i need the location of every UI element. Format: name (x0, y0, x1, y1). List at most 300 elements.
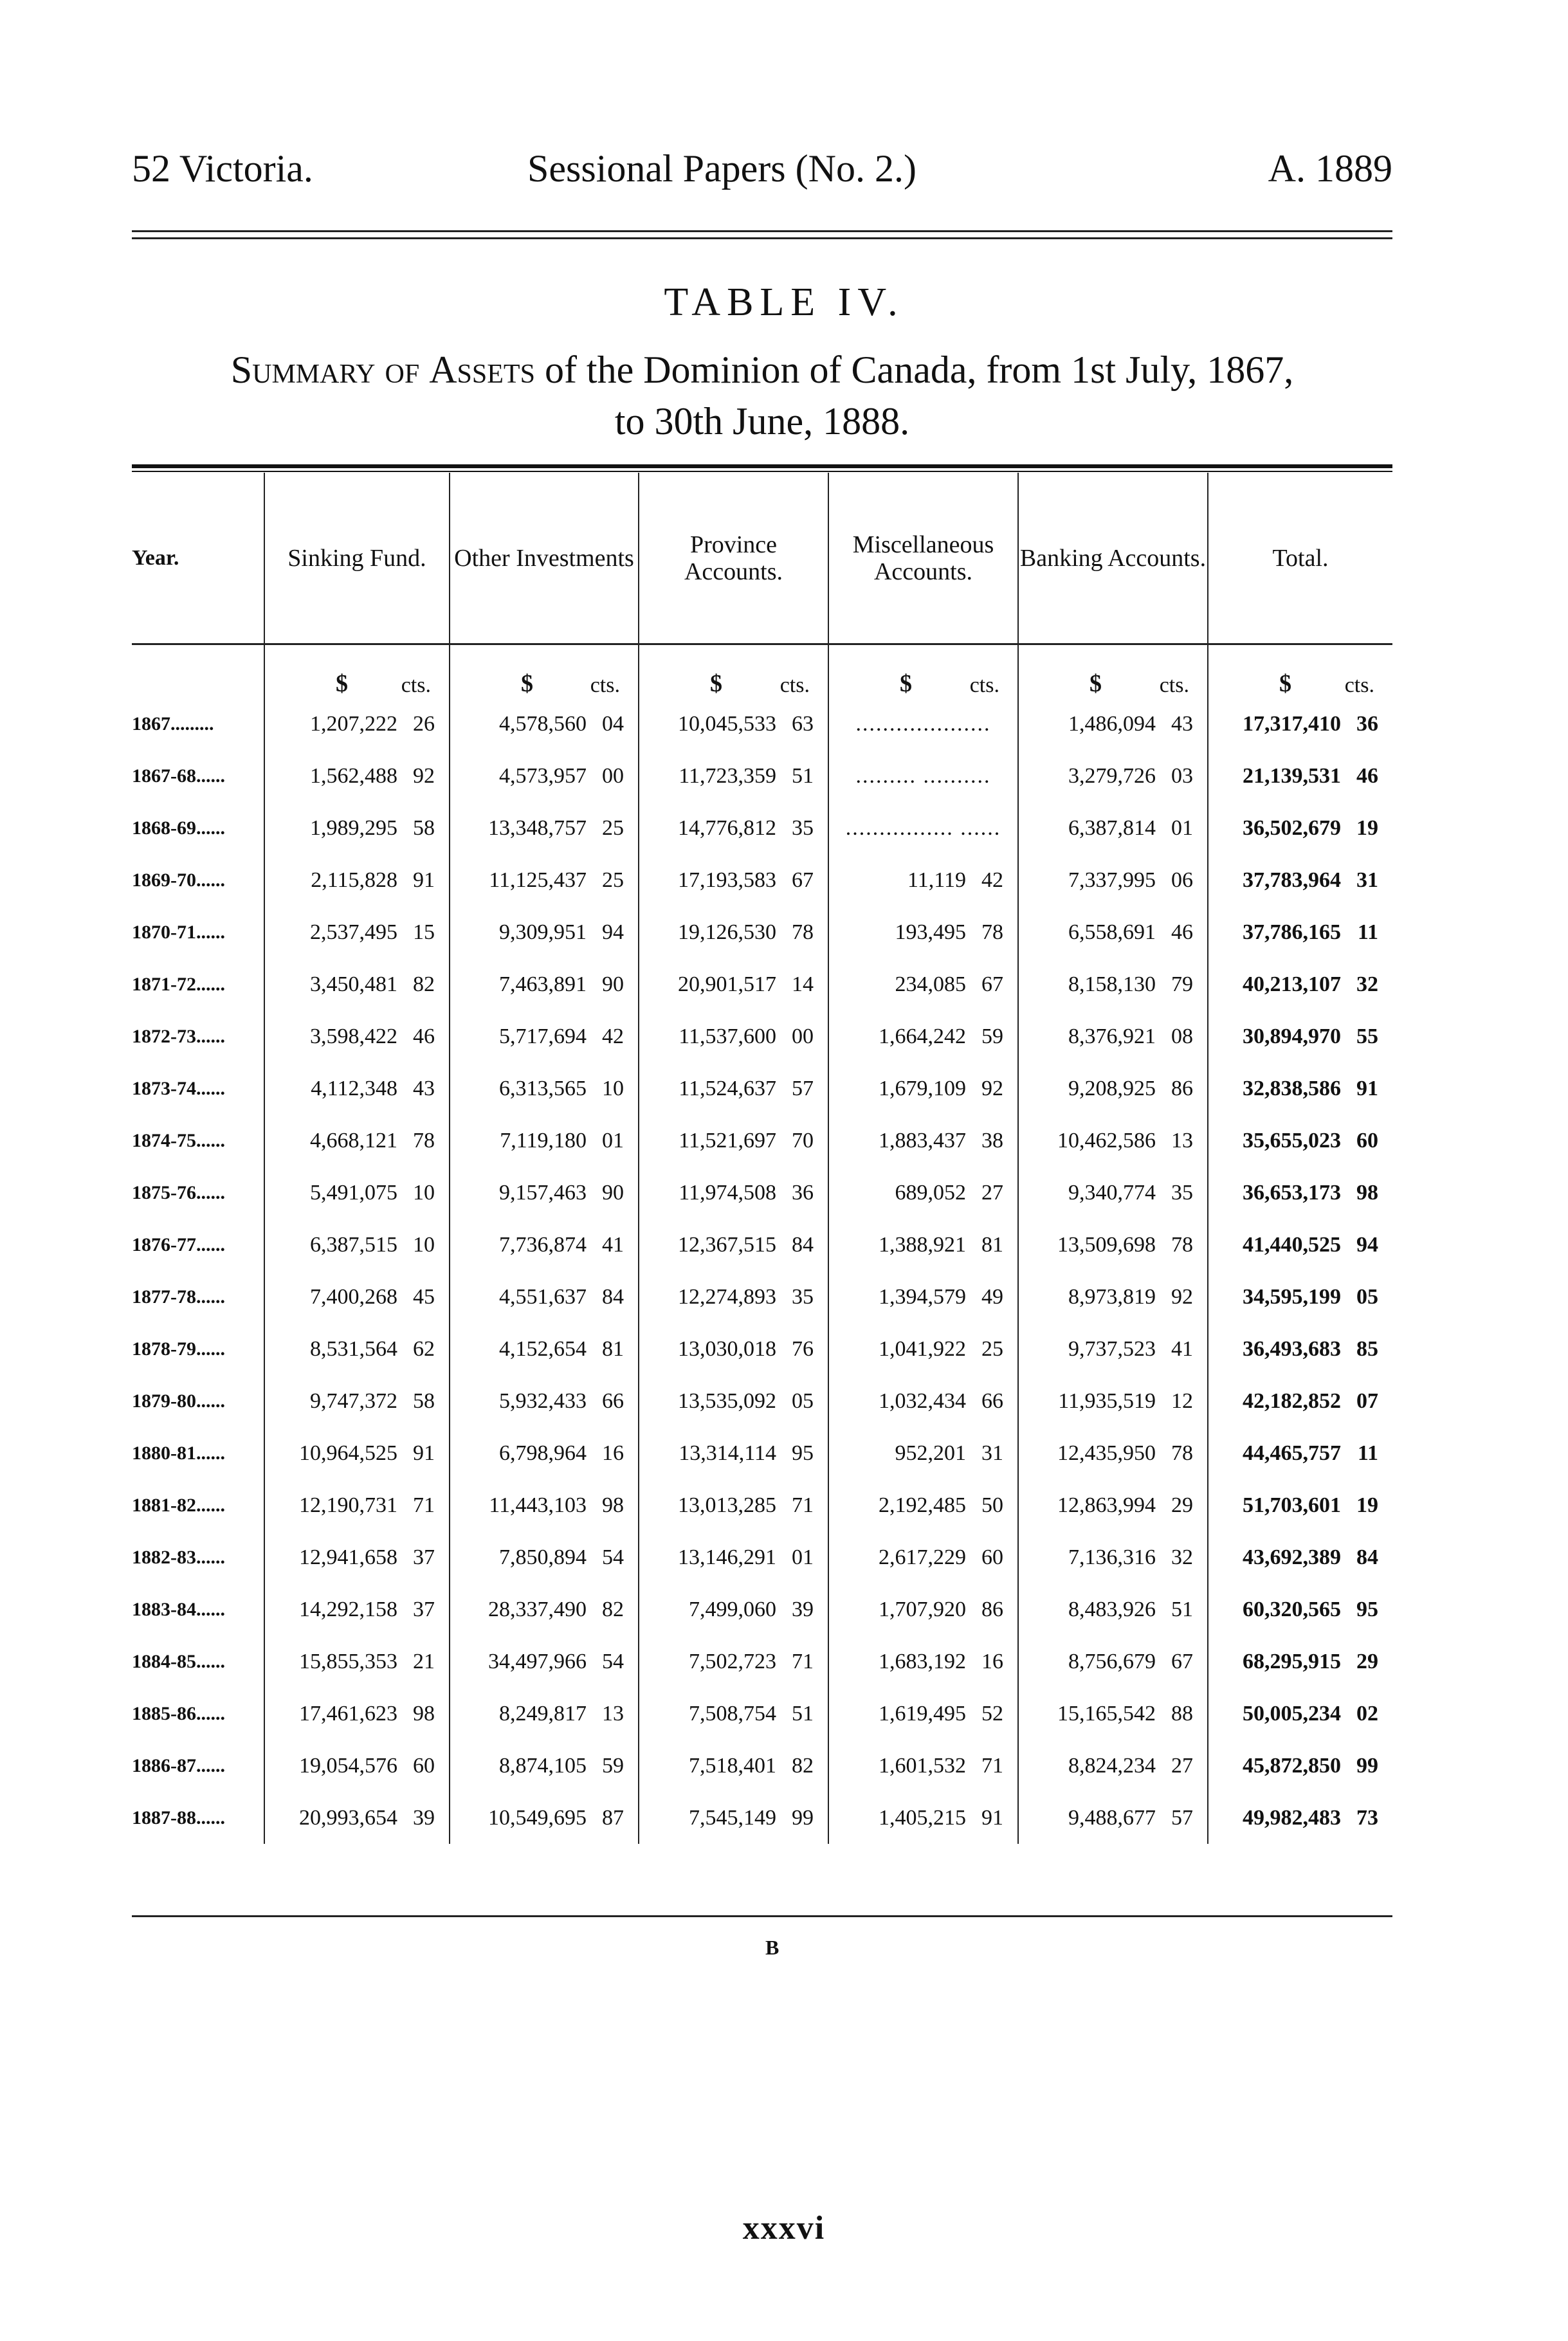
amount (829, 1806, 1017, 1830)
value-cell (264, 1167, 449, 1219)
cents-label: cts. (1159, 673, 1189, 697)
value-cell (449, 750, 638, 802)
value-cell (1207, 1219, 1392, 1271)
amount-dollars: 2,617,229 (879, 1545, 966, 1569)
amount-dollars: 4,152,654 (499, 1336, 587, 1361)
value-cell (449, 802, 638, 854)
amount-cents: 91 (413, 1441, 435, 1465)
value-cell (1207, 1115, 1392, 1167)
amount-cents: 62 (413, 1336, 435, 1361)
amount-cents: 66 (602, 1389, 624, 1413)
amount-dollars: 8,973,819 (1068, 1284, 1156, 1309)
amount (1019, 920, 1207, 945)
value-cell (638, 854, 828, 906)
value-cell (264, 1062, 449, 1115)
amount-cents: 02 (1356, 1701, 1378, 1726)
amount-dollars: 9,157,463 (499, 1180, 587, 1205)
dollar-sign: $ (336, 670, 348, 697)
amount-dollars: 8,249,817 (499, 1701, 587, 1726)
amount (1019, 1337, 1207, 1362)
value-cell (1017, 802, 1207, 854)
amount-cents: 19 (1356, 1493, 1378, 1517)
value-cell (1017, 854, 1207, 906)
amount-dollars: 8,824,234 (1068, 1753, 1156, 1778)
value-cell (638, 906, 828, 958)
amount-cents: 81 (981, 1232, 1003, 1257)
value-cell (638, 1062, 828, 1115)
amount-dollars: 17,317,410 (1243, 711, 1341, 736)
amount (829, 1129, 1017, 1153)
value-cell (1017, 1062, 1207, 1115)
cents-label: cts. (590, 673, 620, 697)
amount (450, 1493, 638, 1518)
amount-dollars: 11,974,508 (679, 1180, 776, 1205)
amount (450, 1077, 638, 1101)
year-cell: 1875-76...... (132, 1181, 225, 1203)
table-row (132, 1115, 1392, 1167)
amount-cents: 41 (1171, 1336, 1193, 1361)
value-cell (1207, 698, 1392, 750)
amount-dollars: 4,668,121 (310, 1128, 397, 1152)
amount-cents: 43 (1171, 711, 1193, 736)
table-row (132, 1427, 1392, 1479)
amount-dollars: 8,874,105 (499, 1753, 587, 1778)
amount-cents: 60 (1356, 1128, 1378, 1152)
amount-cents: 11 (1357, 1441, 1378, 1465)
amount-cents: 78 (792, 920, 814, 944)
amount-cents: 10 (413, 1180, 435, 1205)
table-row (132, 1635, 1392, 1688)
value-cell (828, 906, 1017, 958)
amount-dollars: 7,136,316 (1068, 1545, 1156, 1569)
amount (639, 1598, 828, 1622)
amount-dollars: 10,549,695 (488, 1805, 587, 1830)
running-header (132, 147, 1392, 198)
amount-cents: 94 (602, 920, 624, 944)
amount-cents: 90 (602, 972, 624, 996)
amount-cents: 19 (1356, 815, 1378, 840)
amount (265, 1077, 449, 1101)
amount-dollars: 37,783,964 (1243, 868, 1341, 892)
amount (829, 1650, 1017, 1674)
amount (450, 1337, 638, 1362)
amount (1019, 712, 1207, 736)
amount (639, 868, 828, 893)
amount-cents: 36 (1356, 711, 1378, 736)
amount-cents: 99 (1356, 1753, 1378, 1778)
col-header-sinking-fund: Sinking Fund. (264, 473, 449, 643)
amount-dollars: 1,041,922 (879, 1336, 966, 1361)
amount-dollars: 1,388,921 (879, 1232, 966, 1257)
amount-cents: 32 (1356, 972, 1378, 996)
value-cell (828, 1010, 1017, 1062)
value-cell (1017, 1010, 1207, 1062)
amount (1019, 1233, 1207, 1257)
amount (265, 972, 449, 997)
value-cell (828, 1583, 1017, 1635)
amount (639, 764, 828, 788)
amount (829, 1702, 1017, 1726)
amount (1208, 1129, 1392, 1153)
amount (1019, 1493, 1207, 1518)
amount (639, 1025, 828, 1049)
amount-cents: 39 (413, 1805, 435, 1830)
year-cell: 1871-72...... (132, 973, 225, 995)
amount-dollars: 11,537,600 (679, 1024, 776, 1048)
amount-cents: 21 (413, 1649, 435, 1673)
amount-cents: 13 (602, 1701, 624, 1726)
value-cell (1207, 750, 1392, 802)
amount-dollars: 6,313,565 (499, 1076, 587, 1100)
amount-dollars: 4,573,957 (499, 763, 587, 788)
year-cell: 1880-81...... (132, 1442, 225, 1464)
amount-cents: 31 (981, 1441, 1003, 1465)
amount-dollars: 7,463,891 (499, 972, 587, 996)
value-cell (1207, 1062, 1392, 1115)
amount (1019, 1441, 1207, 1466)
amount-dollars: 8,483,926 (1068, 1597, 1156, 1621)
value-cell (264, 1740, 449, 1792)
amount-dollars: 14,776,812 (678, 815, 776, 840)
value-cell (1017, 1688, 1207, 1740)
value-cell (638, 1583, 828, 1635)
amount-cents: 86 (1171, 1076, 1193, 1100)
amount-dollars: 1,664,242 (879, 1024, 966, 1048)
amount-dollars: 35,655,023 (1243, 1128, 1341, 1152)
subtitle-assets: Assets (429, 349, 535, 391)
amount-dollars: 11,119 (907, 868, 966, 892)
year-cell: 1877-78...... (132, 1286, 225, 1307)
value-cell (449, 1583, 638, 1635)
amount-dollars: 21,139,531 (1243, 763, 1341, 788)
amount-dollars: 68,295,915 (1243, 1649, 1341, 1673)
amount-cents: 78 (981, 920, 1003, 944)
amount-cents: 78 (413, 1128, 435, 1152)
amount-cents: 11 (1357, 920, 1378, 944)
amount (1208, 1441, 1392, 1466)
amount-cents: 35 (792, 815, 814, 840)
value-cell (1207, 1375, 1392, 1427)
value-cell (638, 1167, 828, 1219)
amount (829, 1754, 1017, 1778)
amount (265, 1493, 449, 1518)
amount (639, 972, 828, 997)
amount (829, 1233, 1017, 1257)
value-cell (1207, 1688, 1392, 1740)
amount-cents: 37 (413, 1597, 435, 1621)
value-cell (264, 1479, 449, 1531)
year-cell: 1869-70...... (132, 869, 225, 891)
value-cell (264, 1219, 449, 1271)
amount-dollars: 17,193,583 (678, 868, 776, 892)
value-cell (638, 958, 828, 1010)
value-cell (449, 958, 638, 1010)
unit-cell (828, 645, 1017, 698)
year-cell: 1867-68...... (132, 765, 225, 787)
amount (829, 1493, 1017, 1518)
value-cell (449, 1219, 638, 1271)
value-cell (1207, 1531, 1392, 1583)
amount-dollars: 11,524,637 (679, 1076, 776, 1100)
amount-cents: 60 (981, 1545, 1003, 1569)
table-row (132, 1062, 1392, 1115)
value-cell (449, 1375, 638, 1427)
value-cell (638, 1427, 828, 1479)
amount-cents: 70 (792, 1128, 814, 1152)
amount-dollars: 34,497,966 (488, 1649, 587, 1673)
value-cell (1017, 1427, 1207, 1479)
value-cell (264, 958, 449, 1010)
amount (450, 816, 638, 841)
signature-mark: B (765, 1936, 779, 1959)
value-cell (638, 1219, 828, 1271)
amount-cents: 37 (413, 1545, 435, 1569)
amount-cents: 71 (981, 1753, 1003, 1778)
value-cell (264, 906, 449, 958)
table-row (132, 906, 1392, 958)
table-row (132, 1688, 1392, 1740)
unit-cell (1017, 645, 1207, 698)
leader-dots: ......... .......... (855, 763, 991, 788)
amount (450, 1233, 638, 1257)
amount (450, 1754, 638, 1778)
amount-dollars: 7,736,874 (499, 1232, 587, 1257)
table-subtitle (132, 344, 1392, 447)
amount-cents: 84 (602, 1284, 624, 1309)
amount-dollars: 1,679,109 (879, 1076, 966, 1100)
col-header-year: Year. (132, 545, 179, 570)
value-cell (828, 854, 1017, 906)
amount (265, 1441, 449, 1466)
amount-dollars: 9,309,951 (499, 920, 587, 944)
amount (1208, 972, 1392, 997)
amount-dollars: 7,518,401 (689, 1753, 776, 1778)
amount-dollars: 10,462,586 (1057, 1128, 1156, 1152)
amount (1208, 764, 1392, 788)
table-title: TABLE IV. (664, 280, 904, 324)
amount-cents: 39 (792, 1597, 814, 1621)
subtitle-line2: to 30th June, 1888. (614, 400, 910, 442)
amount-dollars: 11,443,103 (489, 1493, 587, 1517)
amount-cents: 94 (1356, 1232, 1378, 1257)
subtitle-summary: Summary (230, 349, 376, 391)
amount-cents: 29 (1171, 1493, 1193, 1517)
assets-table (132, 473, 1392, 1844)
value-cell (828, 1219, 1017, 1271)
amount-dollars: 30,894,970 (1243, 1024, 1341, 1048)
year-cell: 1887-88...... (132, 1807, 225, 1828)
amount-cents: 90 (602, 1180, 624, 1205)
amount (265, 1285, 449, 1309)
amount (639, 712, 828, 736)
amount-dollars: 19,126,530 (678, 920, 776, 944)
value-cell (449, 906, 638, 958)
value-cell (828, 1323, 1017, 1375)
amount-cents: 00 (792, 1024, 814, 1048)
amount (265, 764, 449, 788)
amount (639, 1389, 828, 1414)
table-row (132, 1531, 1392, 1583)
amount (450, 1285, 638, 1309)
amount (265, 816, 449, 841)
amount-dollars: 7,337,995 (1068, 868, 1156, 892)
value-cell (638, 750, 828, 802)
amount-dollars: 13,013,285 (678, 1493, 776, 1517)
table-row (132, 1271, 1392, 1323)
value-cell (638, 1010, 828, 1062)
amount (1019, 816, 1207, 841)
col-header-total: Total. (1207, 473, 1392, 643)
amount-cents: 67 (981, 972, 1003, 996)
unit-cell (264, 645, 449, 698)
amount-dollars: 12,274,893 (678, 1284, 776, 1309)
amount-cents: 05 (792, 1389, 814, 1413)
amount-dollars: 17,461,623 (299, 1701, 397, 1726)
amount-dollars: 7,850,894 (499, 1545, 587, 1569)
amount-dollars: 8,158,130 (1068, 972, 1156, 996)
amount-cents: 86 (981, 1597, 1003, 1621)
amount (829, 1337, 1017, 1362)
value-cell (1017, 958, 1207, 1010)
amount-cents: 04 (602, 711, 624, 736)
subtitle-of: of (385, 349, 420, 391)
amount (829, 1598, 1017, 1622)
amount-dollars: 7,119,180 (500, 1128, 587, 1152)
value-cell (1207, 1583, 1392, 1635)
amount (265, 1650, 449, 1674)
value-cell (449, 1271, 638, 1323)
value-cell (1017, 906, 1207, 958)
amount (1208, 816, 1392, 841)
amount-dollars: 36,493,683 (1243, 1336, 1341, 1361)
amount-dollars: 1,562,488 (310, 763, 397, 788)
amount (450, 1806, 638, 1830)
amount-cents: 81 (602, 1336, 624, 1361)
amount-cents: 27 (1171, 1753, 1193, 1778)
amount-cents: 51 (1171, 1597, 1193, 1621)
amount-dollars: 5,491,075 (310, 1180, 397, 1205)
amount-cents: 85 (1356, 1336, 1378, 1361)
value-cell (638, 1792, 828, 1844)
amount (1019, 1545, 1207, 1570)
amount-cents: 82 (413, 972, 435, 996)
amount (639, 1285, 828, 1309)
amount-dollars: 41,440,525 (1243, 1232, 1341, 1257)
amount (265, 1233, 449, 1257)
amount-dollars: 42,182,852 (1243, 1389, 1341, 1413)
value-cell (638, 698, 828, 750)
amount-cents: 27 (981, 1180, 1003, 1205)
table-row (132, 750, 1392, 802)
amount (639, 1702, 828, 1726)
amount-cents: 10 (413, 1232, 435, 1257)
amount-cents: 66 (981, 1389, 1003, 1413)
amount-cents: 29 (1356, 1649, 1378, 1673)
amount-cents: 98 (413, 1701, 435, 1726)
amount-dollars: 12,435,950 (1057, 1441, 1156, 1465)
value-cell (449, 1740, 638, 1792)
amount-dollars: 40,213,107 (1243, 972, 1341, 996)
amount-dollars: 2,537,495 (310, 920, 397, 944)
value-cell (1017, 1271, 1207, 1323)
amount (450, 920, 638, 945)
value-cell (264, 698, 449, 750)
amount-cents: 67 (792, 868, 814, 892)
value-cell (828, 1427, 1017, 1479)
amount-cents: 35 (1171, 1180, 1193, 1205)
amount (265, 1598, 449, 1622)
amount-cents: 95 (1356, 1597, 1378, 1621)
amount-dollars: 12,367,515 (678, 1232, 776, 1257)
value-cell (449, 1531, 638, 1583)
cents-label: cts. (969, 673, 999, 697)
leader-dots: .................... (855, 711, 991, 736)
value-cell (1207, 1792, 1392, 1844)
value-cell (1207, 906, 1392, 958)
amount-cents: 13 (1171, 1128, 1193, 1152)
amount-dollars: 7,545,149 (689, 1805, 776, 1830)
amount (450, 1650, 638, 1674)
amount-dollars: 12,863,994 (1057, 1493, 1156, 1517)
amount (450, 764, 638, 788)
value-cell (1207, 958, 1392, 1010)
amount-dollars: 10,045,533 (678, 711, 776, 736)
amount (1208, 920, 1392, 945)
value-cell (264, 1688, 449, 1740)
amount-cents: 25 (981, 1336, 1003, 1361)
amount-dollars: 44,465,757 (1243, 1441, 1341, 1465)
value-cell (828, 1635, 1017, 1688)
amount-dollars: 3,598,422 (310, 1024, 397, 1048)
value-cell (449, 1792, 638, 1844)
table-row (132, 958, 1392, 1010)
value-cell (828, 1792, 1017, 1844)
amount-cents: 32 (1171, 1545, 1193, 1569)
amount (265, 1389, 449, 1414)
amount-dollars: 1,405,215 (879, 1805, 966, 1830)
amount-cents: 05 (1356, 1284, 1378, 1309)
value-cell (1207, 1479, 1392, 1531)
amount-dollars: 1,394,579 (879, 1284, 966, 1309)
amount-dollars: 9,737,523 (1068, 1336, 1156, 1361)
amount-cents: 54 (602, 1649, 624, 1673)
amount-cents: 07 (1356, 1389, 1378, 1413)
value-cell (264, 750, 449, 802)
value-cell (828, 1740, 1017, 1792)
amount-dollars: 11,521,697 (679, 1128, 776, 1152)
value-cell (264, 1792, 449, 1844)
amount (639, 1077, 828, 1101)
amount (829, 1285, 1017, 1309)
amount-cents: 84 (792, 1232, 814, 1257)
amount (1019, 1702, 1207, 1726)
table-top-rule (132, 464, 1392, 472)
value-cell (1207, 1427, 1392, 1479)
unit-cell (449, 645, 638, 698)
amount-dollars: 49,982,483 (1243, 1805, 1341, 1830)
year-cell: 1868-69...... (132, 817, 225, 839)
header-title: Sessional Papers (No. 2.) (527, 147, 916, 190)
amount (450, 712, 638, 736)
amount-cents: 98 (602, 1493, 624, 1517)
amount (639, 1337, 828, 1362)
amount-dollars: 8,756,679 (1068, 1649, 1156, 1673)
amount-cents: 87 (602, 1805, 624, 1830)
amount-dollars: 3,450,481 (310, 972, 397, 996)
value-cell (828, 1062, 1017, 1115)
amount (829, 1441, 1017, 1466)
value-cell (449, 1323, 638, 1375)
